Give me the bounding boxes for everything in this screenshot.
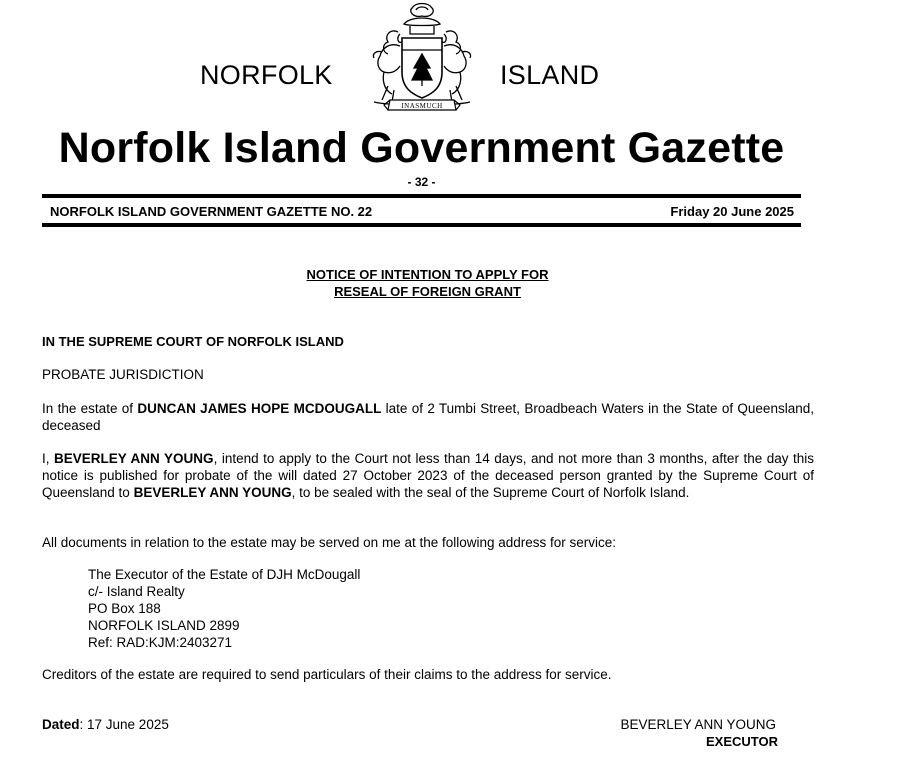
notice-heading-line1: NOTICE OF INTENTION TO APPLY FOR [306,267,549,282]
intention-middle: , intend to apply to the Court not less than 14 days, and not more than 3 months, after the day this notice is published for probate of the will dated 27 October 2023 of the deceased person granted by the Supreme Court of Queensland to [42,451,814,500]
page-number: - 32 - [407,175,436,189]
notice-heading-line2: RESEAL OF FOREIGN GRANT [334,284,521,299]
service-address [88,566,360,651]
dated-value: : 17 June 2025 [79,717,169,732]
intention-suffix: , to be sealed with the seal of the Supreme Court of Norfolk Island. [291,485,690,500]
address-line: NORFOLK ISLAND 2899 [88,618,240,633]
address-line: The Executor of the Estate of DJH McDougall [88,567,361,582]
estate-prefix: In the estate of [42,401,138,416]
coat-of-arms-icon [360,2,484,114]
gazette-date: Friday 20 June 2025 [670,204,794,219]
address-line: Ref: RAD:KJM:2403271 [88,635,233,650]
masthead-norfolk: NORFOLK [200,60,333,90]
gazette-title: Norfolk Island Government Gazette [58,124,785,172]
address-line: PO Box 188 [88,601,161,616]
applicant-name: BEVERLEY ANN YOUNG [54,451,214,466]
address-line: c/- Island Realty [88,584,185,599]
estate-suffix: late of 2 Tumbi Street, Broadbeach Waters in the State of Queensland, deceased [42,401,814,433]
dated-line [42,716,169,733]
grantee-name: BEVERLEY ANN YOUNG [133,485,292,500]
jurisdiction: PROBATE JURISDICTION [42,367,204,382]
documents-text: All documents in relation to the estate may be served on me at the following address for service: [42,535,617,550]
court-name: IN THE SUPREME COURT OF NORFOLK ISLAND [42,334,344,349]
crest-motto: INASMUCH [401,102,443,110]
creditors-text: Creditors of the estate are required to send particulars of their claims to the address for service. [42,667,612,682]
signatory-name: BEVERLEY ANN YOUNG [620,717,776,732]
dated-label: Dated [42,717,80,732]
header-rule-top [42,194,801,198]
deceased-name: DUNCAN JAMES HOPE MCDOUGALL [137,401,382,416]
intention-prefix: I, [42,451,55,466]
header-rule-bottom [42,223,801,227]
signatory-role: EXECUTOR [706,734,778,749]
gazette-number: NORFOLK ISLAND GOVERNMENT GAZETTE NO. 22 [50,204,373,219]
intention-paragraph [42,450,814,501]
masthead-island: ISLAND [500,60,600,90]
estate-paragraph [42,400,814,434]
